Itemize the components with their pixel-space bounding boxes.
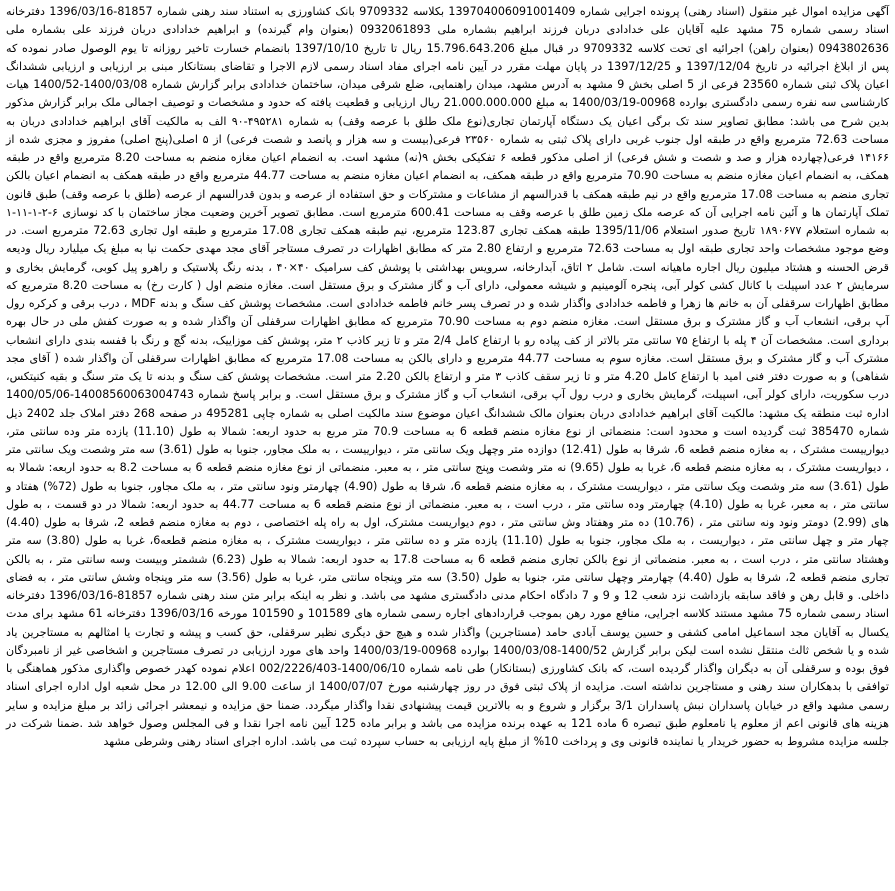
auction-notice-text: آگهی مزایده اموال غیر منقول (اسناد رهنی) پرونده اجرایی شماره 139704006091001409 بکلاسه 9709332 بانک کشاورزی به استناد سند رهنی شماره 81857-1396/03/16 دفترخانه اسناد رسمی شماره 75 مشهد علیه آقایان علی خدادادی دربان فرزند ابراهیم بشماره ملی 0932061893 (بعنوان وام گیرنده) و ابراهیم خدادادی دربان فرزند علی بشماره ملی 0943802636 (بعنوان راهن) اجرائیه ای تحت کلاسه 9709332 در قبال مبلغ 15.796.643.206 ریال تا تاریخ 1397/10/10 بانضمام خسارت تاخیر روزانه تا یوم الوصول صادر نموده که پس از ابلاغ اجرائیه در تاریخ 1397/12/04 و 1397/12/25 در پایان مهلت مقرر در آیین نامه اجرای مفاد اسناد رسمی لازم الاجرا و تقاضای بستانکار مبنی بر ارزیابی و ارزیابی ششدانگ اعیان پلاک ثبتی شماره 23560 فرعی از 5 اصلی بخش 9 مشهد به آدرس مشهد، میدان راهنمایی، ضلع شرقی میدان، ساختمان خدادادی برابر گزارش شماره 1400/03/08-1400/52 هیات کارشناسی سه نفره رسمی دادگستری بوارده 00968-1400/03/19 به مبلغ 21.000.000.000 ریال ارزیابی و قطعیت یافته که حدود و مشخصات و توصیف اجمالی ملک برابر گزارش مذکور بدین شرح می باشد: مطابق تصاویر سند تک برگی اعیان یک دستگاه آپارتمان تجاری(نوع ملک طلق با عرصه وقف) به شماره ۴۹۵۲۸۱-۹۰ الف به مالکیت آقای ابراهیم خدادادی دربان به مساحت 72.63 مترمربع واقع در طبقه اول جنوب غربی دارای پلاک ثبتی به شماره ۲۳۵۶۰ فرعی(بیست و سه هزار و پانصد و شصت فرعی) از ۵ اصلی(پنج اصلی) مفروز و مجزی شده از ۱۴۱۶۶ فرعی(چهارده هزار و صد و شصت و شش فرعی) از اصلی مذکور قطعه ۶ تفکیکی بخش ۹(نه) مشهد است. به انضمام اعیان مغازه منضم به مساحت 8.20 مترمربع واقع در طبقه همکف، به انضمام اعیان مغازه منضم به مساحت 70.90 مترمربع واقع در طبقه همکف، به انضمام اعیان مغازه منضم به مساحت 44.77 مترمربع واقع در طبقه همکف به انضمام اعیان بالکن تجاری منضم به مساحت 17.08 مترمربع واقع در نیم طبقه همکف با قدرالسهم از مشاعات و مشترکات و حق استفاده از عرصه و بدون قدرالسهم از عرصه (طلق با عرصه وقف) طبق قانون تملک آپارتمان ها و آئین نامه اجرایی آن که عرصه ملک زمین طلق با عرصه وقف به مساحت 600.41 مترمربع است. مطابق تصویر آخرین وضعیت مجاز ساختمان با کد نوسازی ۶-۲-۱-۱۱-۱ به شماره استعلام ۱۸۹۰۶۷۷ تاریخ صدور استعلام 1395/11/06 طبقه همکف تجاری 123.87 مترمربع، نیم طبقه همکف تجاری 17.08 مترمربع و طبقه اول تجاری 72.63 مترمربع است. در وضع موجود مشخصات واحد تجاری طبقه اول به مساحت 72.63 مترمربع و ارتفاع 2.80 متر که مطابق اظهارات در تصرف مستاجر آقای مجد مهدی حکمت نیا به مبلغ یک میلیارد ریال ودیعه قرض الحسنه و هشتاد میلیون ریال اجاره ماهیانه است. شامل ۲ اتاق، آبدارخانه، سرویس بهداشتی با پوشش کف سرامیک ۴۰×۴۰ ، بدنه رنگ پلاستیک و راهرو پیل کوبی، گرمایش بخاری و سرمایش ۲ عدد اسپیلت با کانال کشی کولر آبی، پنجره آلومینیم و شیشه معمولی، دارای آب و گاز مشترک و برق مستقل است. مغازه منضم اول ( کارت رخ) به مساحت 8.20 مترمربع که مطابق اظهارات سرقفلی آن به خانم ها زهرا و فاطمه خدادادی واگذار شده و در تصرف پسر خانم فاطمه خدادادی است. مشخصات پوشش کف سنگ و بدنه MDF ، درب برقی و کرکره رول آپ برقی، انشعاب آب و گاز مشترک و برق مستقل است. مغازه منضم دوم به مساحت 70.90 مترمربع که مطابق اظهارات سرقفلی آن واگذار شده و به صورت کفش ملی در حال بهره برداری است. مشخصات آن ۴ پله با ارتفاع ۷۵ سانتی متر بالاتر از کف پیاده رو با ارتفاع کامل 2/4 متر و تا زیر کاذب ۲ متر، پوشش کف موزاییک، بدنه گچ و رنگ با قفسه بندی دارای انشعاب مشترک آب و گاز مشترک و برق مستقل است. مغازه سوم به مساحت 44.77 مترمربع و دارای بالکن به مساحت 17.08 مترمربع که مطابق اظهارات سرقفلی آن واگذار شده ( آقای مجد شفاهی) و به صورت دفتر فنی امید با ارتفاع کامل 4.20 متر و تا زیر سقف کاذب ۳ متر و ارتفاع بالکن 2.20 متر است. مشخصات پوشش کف سنگ و بدنه تا یک متر سنگ و بقیه کنیتکس، درب سکوریت، دارای کولر آبی، اسپیلت، گرمایش بخاری و درب رول آپ برقی، انشعاب آب و گاز مشترک و برق مستقل است. و برابر پاسخ شماره 14008560063004743-1400/05/06 اداره ثبت منطقه یک مشهد: مالکیت آقای ابراهیم خدادادی دربان بعنوان مالک ششدانگ اعیان موضوع سند مالکیت اصلی به شماره چاپی 495281 در صفحه 268 دفتر املاک جلد 2402 ذیل شماره 385470 ثبت گردیده است و محدود است: منضماتی از نوع مغازه منضم قطعه 6 به مساحت 70.9 متر مربع به حدود اربعه: شمالا به طول (11.10) یازده متر وده سانتی متر، دیوارییست مشترک ، به مغازه منضم قطعه 6، شرقا به طول (12.41) دوازده متر وچهل ویک سانتی متر ، دیوارییست ، به ملک مجاور، جنوبا به طول (3.61) سه متر وشصت ویک سانتی متر ، دیواریست مشترک ، به مغازه منضم قطعه 6، غربا به طول (9.65) نه متر وشصت وپنج سانتی متر ، به معبر. منضماتی از نوع مغازه منضم قطعه 6 به مساحت 8.2 به حدود اربعه: شمالا به طول (3.61) سه متر وشصت ویک سانتی متر ، دیواریست مشترک ، به مغازه منضم قطعه 6، شرقا به طول (4.90) چهارمتر ونود سانتی متر ، به ملک مجاور، جنوبا به طول (72%) هفتاد و سانتی متر ، به معبر، غربا به طول (4.10) چهارمتر وده سانتی متر ، درب است ، به معبر. منضماتی از نوع منضم قطعه 6 به مساحت 44.77 به حدود اربعه: شمالا در دو قسمت ، به طول های (2.99) دومتر ونود ونه سانتی متر ، (10.76) ده متر وهفتاد وش سانتی متر ، دوم دیواریست مشترک، اول به راه پله اختصاصی ، دوم به مغازه منضم قطعه 2، شرقا به طول (4.40) چهار متر و چهل سانتی متر ، دیواریست ، به ملک مجاور، جنوبا به طول (11.10) یازده متر و ده سانتی متر ، دیواریست مشترک ، به مغازه منضم قطعه6، غربا به طول (3.80) سه متر وهشتاد سانتی متر ، درب است ، به معبر. منضماتی از نوع بالکن تجاری منضم قطعه 6 به مساحت 17.8 به حدود اربعه: شمالا به طول (6.23) ششمتر وبیست وسه سانتی متر ، به بالکن تجاری منضم قطعه 2، شرقا به طول (4.40) چهارمتر وچهل سانتی متر، جنوبا به طول (3.50) سه متر وپنجاه سانتی متر، غربا به طول (3.56) سه متر وپنجاه وشش سانتی متر ، به فضای داخلی. و قابل رهن و فاقد سابقه بازداشت نزد شعب 12 و 9 و 7 دادگاه احکام مدنی دادگستری مشهد می باشد. و نظر به اینکه برابر متن سند رهنی شماره 81857-1396/03/16 دفترخانه اسناد رسمی شماره 75 مشهد مستند کلاسه اجرایی، منافع مورد رهن بموجب قراردادهای اجاره رسمی شماره های 101589 و 101590 مورخه 1396/03/16 دفترخانه 61 مشهد برای مدت یکسال به آقایان مجد اسماعیل امامی کشفی و حسین یوسف آبادی حامد (مستاجرین) واگذار شده و هیچ حق دیگری نظیر سرقفلی، حق کسب و پیشه و تجارت یا امثالهم به مستاجرین یاد شده و یا شخص ثالث منتقل نشده است لیکن برابر گزارش 1400/52-1400/03/08 بوارده 00968-1400/03/19 واحد های مورد ارزیابی در تصرف مستاجرین و اشخاصی غیر از نامبردگان فوق بوده و سرقفلی آن به دیگران واگذار گردیده است، که بانک کشاورزی (بستانکار) طی نامه شماره 1400/06/10-002/2226/403 اعلام نموده کهدر خصوص واگذاری مذکور هماهنگی با توافقی با بدهکاران سند رهنی و مستاجرین نداشته است. مزایده از پلاک ثبتی فوق در روز چهارشنبه مورخ 1400/07/07 از ساعت 9.00 الی 12.00 در محل شعبه اول اداره اجرای اسناد رسمی مشهد واقع در خیابان پاسداران نبش پاسداران 3/1 برگزار و شروع و به بالاترین قیمت پیشنهادی نقدا واگذار میگردد. ضمنا حق مزایده و نیمعشر اجرائی زائد بر مبلغ مزایده و سایر هزینه های قانونی اعم از معلوم یا نامعلوم طبق تبصره 6 ماده 121 به عهده برنده مزایده می باشد و برابر ماده 125 آیین نامه اجرا نقدا و فی المجلس وصول خواهد شد .ضمنا شرکت در جلسه مزایده مشروط به حضور خریدار یا نماینده قانونی وی و پرداخت 10% از مبلغ پایه ارزیابی به حساب سپرده ثبت می باشد. اداره اجرای اسناد رهنی وشرطی مشهد xyxy=(6,5,890,748)
